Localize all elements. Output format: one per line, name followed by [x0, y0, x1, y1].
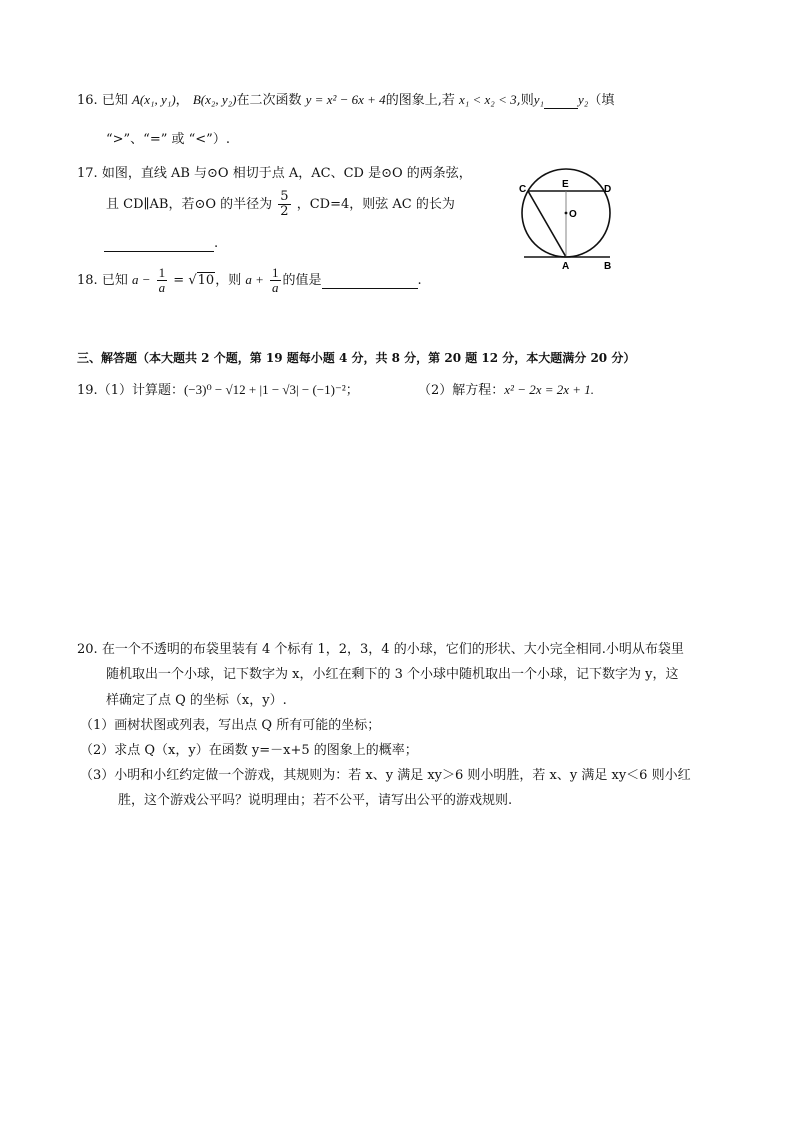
label-e: E: [562, 179, 569, 190]
question-16: 16. 已知 A(x₁, y₁)， B(x₂, y₂)在二次函数 y = x² − 6x + 4的图象上,若 x₁ < x₂ < 3,则y₁ y₂（填: [77, 92, 615, 108]
q18-frac-1-den: a: [158, 280, 166, 295]
q20-sub3-line1: （3）小明和小红约定做一个游戏，其规则为：若 x、y 满足 xy＞6 则小明胜，若 x、y 满足 xy＜6 则小红: [80, 768, 691, 783]
q17-radius-fraction: [278, 190, 290, 219]
q16-text-then: ,则: [516, 93, 534, 108]
q20-sub1: （1）画树状图或列表，写出点 Q 所有可能的坐标；: [80, 718, 381, 733]
q17-answer-line: [104, 236, 218, 252]
q19-part1-expr: (−3)⁰ − √12 + |1 − √3| − (−1)⁻²: [183, 382, 346, 397]
q16-y2: y₂: [578, 92, 589, 107]
q18-expr2-a: a +: [245, 272, 264, 287]
q18-intro: 已知: [101, 273, 128, 288]
q20-line1: 在一个不透明的布袋里装有 4 个标有 1，2，3，4 的小球，它们的形状、大小完全相同.小明从布袋里: [101, 642, 684, 657]
center-dot: [565, 212, 568, 215]
q18-answer-blank[interactable]: [322, 273, 418, 289]
q17-radius-den: 2: [280, 204, 289, 219]
q16-number: 16.: [77, 93, 98, 108]
q18-sqrt: √10: [188, 273, 215, 288]
q20-line3: 样确定了点 Q 的坐标（x，y）.: [106, 693, 287, 708]
q20-number: 20.: [77, 642, 98, 657]
q16-point-a: A(x₁, y₁): [131, 92, 176, 107]
label-o: O: [569, 209, 577, 220]
q20-line2: 随机取出一个小球，记下数字为 x，小红在剩下的 3 个小球中随机取出一个小球，记下数字为 y，这: [106, 667, 679, 682]
q16-answer-blank[interactable]: [544, 93, 578, 109]
label-d: D: [604, 184, 612, 195]
question-17: [77, 162, 472, 181]
q16-fill-open: （填: [588, 93, 615, 108]
q18-frac-2-num: 1: [272, 265, 279, 280]
section-3-heading: 三、解答题（本大题共 2 个题，第 19 题每小题 4 分，共 8 分，第 20 题 12 分，本大题满分 20 分）: [77, 351, 636, 365]
label-c: C: [519, 184, 527, 195]
q18-mid: ，则: [215, 273, 242, 288]
q17-line2-post: ，CD=4，则弦 AC 的长为: [296, 197, 455, 212]
label-b: B: [604, 261, 612, 272]
q17-radius-num: 5: [280, 189, 289, 204]
question-18: [77, 266, 422, 295]
q16-point-b: B(x₂, y₂): [192, 92, 237, 107]
q17-line2-pre: 且 CD∥AB，若⊙O 的半径为: [106, 197, 273, 212]
q18-sqrt-val: 10: [197, 273, 215, 288]
q16-y1: y₁: [533, 92, 545, 107]
q20-sub2: （2）求点 Q（x，y）在函数 y=－x+5 的图象上的概率；: [80, 743, 418, 758]
question-20-line1: [77, 638, 684, 657]
q16-intro: 已知: [101, 93, 128, 108]
q17-answer-blank[interactable]: [104, 236, 214, 252]
q19-part2-label: （2）解方程：: [418, 383, 505, 398]
q19-part1-end: ；: [345, 383, 359, 398]
q16-text-on: 在二次函数: [236, 93, 302, 108]
q18-number: 18.: [77, 273, 98, 288]
chord-ac: [528, 191, 566, 257]
q20-sub3-line2: 胜，这个游戏公平吗？说明理由；若不公平，请写出公平的游戏规则.: [118, 793, 513, 808]
q18-frac-2-den: a: [272, 280, 279, 295]
q18-expr1-a: a −: [131, 272, 151, 287]
q19-part2: [418, 379, 594, 398]
q18-frac-1-num: 1: [158, 265, 166, 280]
label-a: A: [562, 261, 570, 272]
q17-line1: 如图，直线 AB 与⊙O 相切于点 A，AC、CD 是⊙O 的两条弦，: [101, 166, 472, 181]
question-19: [77, 379, 359, 398]
q18-period: .: [417, 273, 422, 288]
q16-text-graph: 的图象上,若: [385, 93, 455, 108]
circle-figure: [510, 166, 620, 276]
q18-post: 的值是: [282, 273, 322, 288]
q16-fill-options: “>”、“=” 或 “<”）.: [106, 132, 230, 147]
q19-number: 19.: [77, 383, 98, 398]
q18-frac-2: [270, 266, 281, 295]
q16-condition: x₁ < x₂ < 3: [458, 92, 517, 107]
q18-eq: =: [173, 273, 185, 288]
q16-function: y = x² − 6x + 4: [305, 92, 386, 107]
q17-number: 17.: [77, 166, 98, 181]
q19-part1-label: （1）计算题：: [97, 383, 184, 398]
q18-frac-1: [157, 266, 168, 295]
q19-part2-expr: x² − 2x = 2x + 1.: [504, 382, 595, 397]
q17-line2: [106, 190, 455, 219]
q17-period: .: [214, 236, 219, 251]
